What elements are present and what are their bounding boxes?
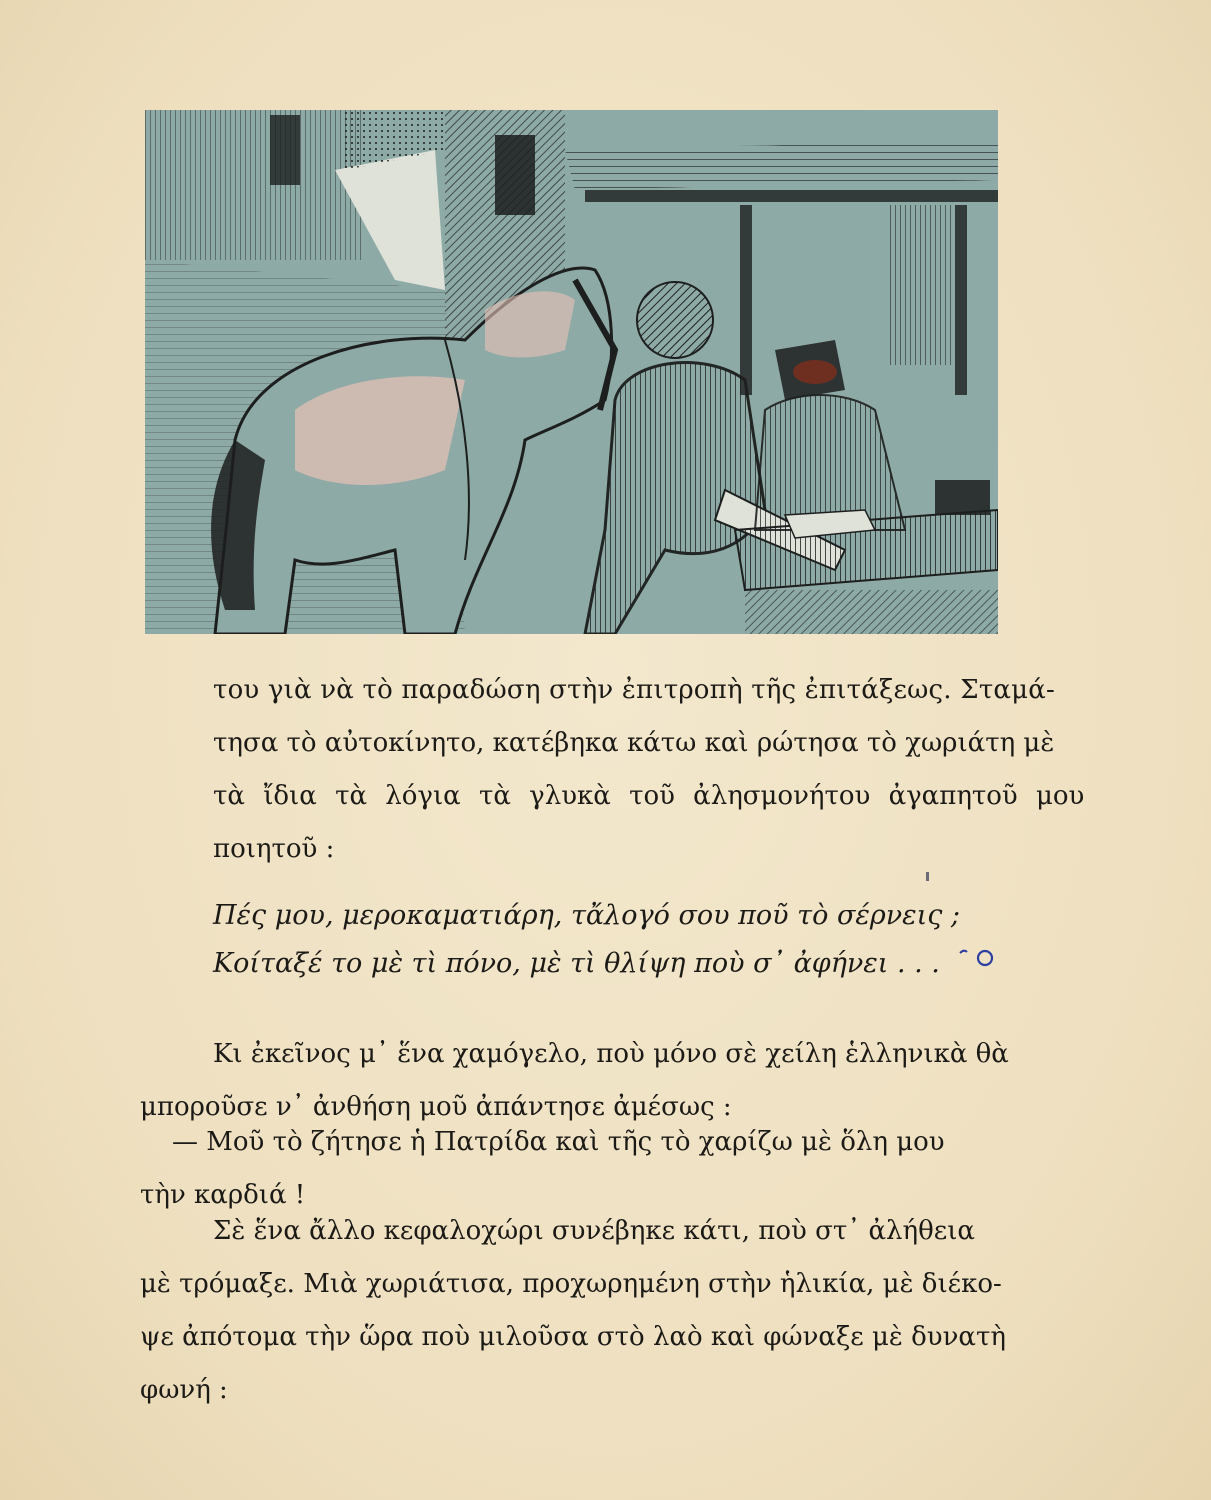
verse-quote: [213, 892, 960, 988]
text-line: μποροῦσε ν᾽ ἀνθήση μοῦ ἀπάντησε ἀμέσως :: [140, 1092, 732, 1122]
text-line: ψε ἀπότομα τὴν ὥρα ποὺ μιλοῦσα στὸ λαὸ καὶ φώναξε μὲ δυνατὴ: [140, 1322, 1006, 1352]
text-line: του γιὰ νὰ τὸ παραδώση στὴν ἐπιτροπὴ τῆς ἐπιτάξεως. Σταμά-: [213, 675, 1056, 705]
text-line: ποιητοῦ :: [213, 834, 335, 864]
text-line: μὲ τρόμαξε. Μιὰ χωριάτισα, προχωρημένη στὴν ἡλικία, μὲ διέκο-: [140, 1269, 1002, 1299]
paragraph-village-continued: [140, 1258, 1006, 1417]
paragraph-village: [213, 1205, 1033, 1258]
pen-circle-mark-icon: [958, 945, 998, 969]
text-line: Σὲ ἕνα ἄλλο κεφαλοχώρι συνέβηκε κάτι, ποὺ στ᾽ ἀλήθεια: [213, 1216, 975, 1246]
paragraph-continuation: [213, 664, 1085, 876]
text-line: τὰ ἴδια τὰ λόγια τὰ γλυκὰ τοῦ ἀλησμονήτου ἀγαπητοῦ μου: [213, 781, 1085, 811]
text-line: τὴν καρδιά !: [140, 1180, 306, 1210]
ink-mark: [926, 872, 929, 881]
text-line: τησα τὸ αὐτοκίνητο, κατέβηκα κάτω καὶ ρώτησα τὸ χωριάτη μὲ: [213, 728, 1055, 758]
text-line: — Μοῦ τὸ ζήτησε ἡ Πατρίδα καὶ τῆς τὸ χαρίζω μὲ ὅλη μου: [172, 1127, 945, 1157]
text-line: Κι ἐκεῖνος μ᾽ ἕνα χαμόγελο, ποὺ μόνο σὲ χείλη ἑλληνικὰ θὰ: [213, 1039, 1009, 1069]
verse-line: Κοίταξέ το μὲ τὶ πόνο, μὲ τὶ θλίψη ποὺ σ᾽ ἀφήνει . . .: [213, 948, 940, 979]
dialogue-line: [172, 1116, 992, 1169]
text-line: φωνή :: [140, 1375, 228, 1405]
verse-line: Πές μου, μεροκαματιάρη, τἄλογό σου ποῦ τὸ σέρνεις ;: [213, 900, 961, 931]
horse-and-villagers-illustration-icon: [145, 110, 998, 634]
paragraph-reply: [213, 1028, 1033, 1081]
